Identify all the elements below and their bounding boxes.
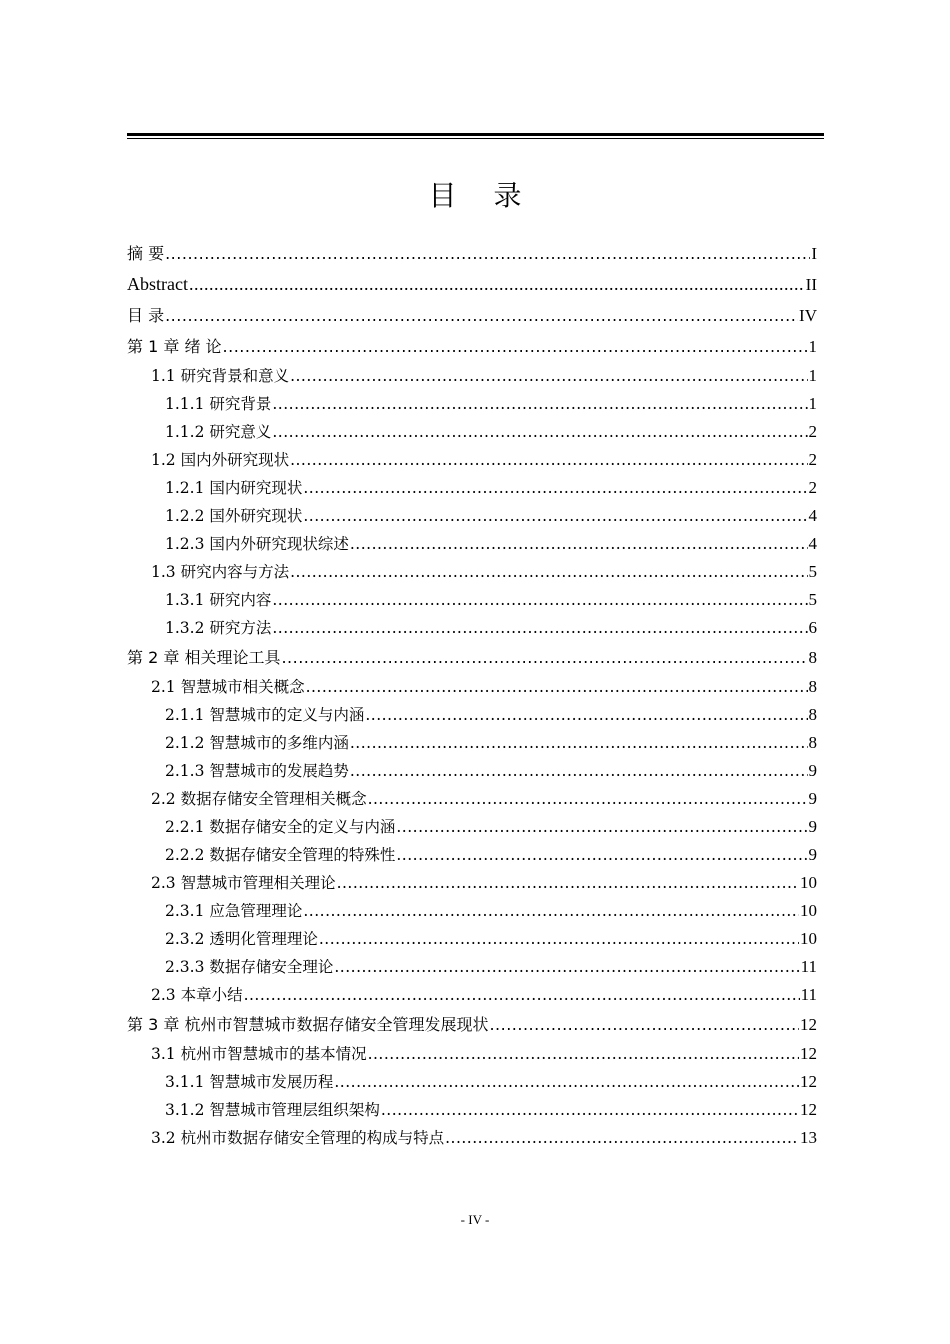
toc-entry-page: 1 [808, 337, 817, 356]
toc-entry-label: Abstract [127, 274, 188, 294]
toc-entry-label: 1.1.1 研究背景 [165, 395, 272, 413]
toc-entry[interactable] [127, 390, 817, 418]
toc-entry[interactable] [127, 269, 817, 300]
toc-entry-page: 8 [808, 677, 817, 696]
toc-entry[interactable] [127, 1096, 817, 1124]
toc-entry-label: 2.2 数据存储安全管理相关概念 [151, 790, 367, 808]
toc-entry[interactable] [127, 701, 817, 729]
page-number-footer: - IV - [460, 1212, 490, 1227]
toc-entry-page: 2 [808, 422, 817, 441]
toc-entry-page: 4 [808, 506, 817, 525]
toc-entry-label: 1.3.1 研究内容 [165, 591, 272, 609]
toc-entry-page: 10 [800, 873, 817, 892]
header-rule-thin [127, 138, 824, 139]
toc-entry-page: IV [799, 306, 817, 325]
toc-entry-page: 6 [808, 618, 817, 637]
toc-entry[interactable] [127, 813, 817, 841]
table-of-contents [127, 238, 817, 1152]
toc-entry[interactable] [127, 474, 817, 502]
toc-dot-leader [272, 390, 807, 418]
toc-entry[interactable] [127, 1124, 817, 1152]
toc-entry-page: 13 [800, 1128, 817, 1147]
toc-entry-label: 2.3 智慧城市管理相关理论 [151, 874, 336, 892]
toc-dot-leader [489, 1009, 799, 1040]
toc-entry-label: 2.2.1 数据存储安全的定义与内涵 [165, 818, 396, 836]
toc-entry[interactable] [127, 331, 817, 362]
toc-entry-label: 目 录 [127, 306, 165, 325]
toc-entry-page: 11 [800, 985, 817, 1004]
toc-entry-label: 摘 要 [127, 244, 165, 263]
toc-entry-label: 1.3 研究内容与方法 [151, 563, 290, 581]
toc-entry[interactable] [127, 642, 817, 673]
toc-dot-leader [290, 362, 807, 390]
toc-entry-page: 12 [800, 1044, 817, 1063]
toc-entry-label: 2.1.1 智慧城市的定义与内涵 [165, 706, 365, 724]
toc-entry[interactable] [127, 586, 817, 614]
toc-entry[interactable] [127, 757, 817, 785]
toc-entry-label: 1.2.2 国外研究现状 [165, 507, 303, 525]
toc-dot-leader [445, 1124, 799, 1152]
toc-entry-page: 9 [808, 761, 817, 780]
toc-dot-leader [244, 981, 800, 1009]
toc-entry-page: 4 [808, 534, 817, 553]
toc-entry-label: 2.3 本章小结 [151, 986, 243, 1004]
toc-entry[interactable] [127, 238, 817, 269]
toc-entry-page: 5 [808, 562, 817, 581]
toc-entry-label: 1.2 国内外研究现状 [151, 451, 290, 469]
toc-entry-page: II [805, 275, 817, 294]
toc-dot-leader [272, 586, 807, 614]
toc-entry-label: 3.1 杭州市智慧城市的基本情况 [151, 1045, 367, 1063]
toc-entry-page: 11 [800, 957, 817, 976]
toc-entry-page: I [811, 244, 817, 263]
toc-entry-page: 10 [800, 929, 817, 948]
toc-dot-leader [303, 502, 807, 530]
toc-entry[interactable] [127, 729, 817, 757]
toc-entry-label: 1.2.1 国内研究现状 [165, 479, 303, 497]
toc-dot-leader [272, 418, 807, 446]
toc-entry-page: 2 [808, 478, 817, 497]
toc-entry[interactable] [127, 362, 817, 390]
toc-entry[interactable] [127, 673, 817, 701]
toc-entry[interactable] [127, 953, 817, 981]
toc-entry-page: 12 [800, 1015, 817, 1034]
toc-entry-page: 9 [808, 817, 817, 836]
toc-dot-leader [290, 558, 807, 586]
toc-entry-page: 12 [800, 1072, 817, 1091]
toc-dot-leader [365, 701, 807, 729]
toc-entry-label: 3.1.1 智慧城市发展历程 [165, 1073, 334, 1091]
toc-dot-leader [303, 897, 799, 925]
toc-entry[interactable] [127, 1009, 817, 1040]
toc-entry-page: 9 [808, 789, 817, 808]
toc-dot-leader [272, 614, 807, 642]
toc-dot-leader [306, 673, 808, 701]
toc-dot-leader [368, 785, 808, 813]
toc-dot-leader [334, 1068, 799, 1096]
toc-entry[interactable] [127, 558, 817, 586]
toc-entry-label: 2.3.1 应急管理理论 [165, 902, 303, 920]
toc-dot-leader [350, 757, 808, 785]
toc-entry[interactable] [127, 1068, 817, 1096]
toc-entry-page: 8 [808, 733, 817, 752]
toc-dot-leader [396, 841, 807, 869]
toc-entry[interactable] [127, 981, 817, 1009]
toc-entry-page: 12 [800, 1100, 817, 1119]
toc-entry[interactable] [127, 925, 817, 953]
toc-entry[interactable] [127, 785, 817, 813]
toc-entry-page: 5 [808, 590, 817, 609]
toc-entry-label: 1.1 研究背景和意义 [151, 367, 290, 385]
toc-dot-leader [350, 729, 808, 757]
toc-entry[interactable] [127, 841, 817, 869]
toc-entry-page: 1 [808, 366, 817, 385]
toc-entry-label: 第 3 章 杭州市智慧城市数据存储安全管理发展现状 [127, 1015, 489, 1034]
toc-dot-leader [368, 1040, 799, 1068]
toc-entry[interactable] [127, 446, 817, 474]
toc-dot-leader [303, 474, 807, 502]
toc-entry-label: 第 2 章 相关理论工具 [127, 648, 281, 667]
header-rule-thick [127, 133, 824, 136]
toc-dot-leader [334, 953, 799, 981]
toc-dot-leader [281, 642, 807, 673]
toc-entry[interactable] [127, 614, 817, 642]
toc-entry-label: 2.2.2 数据存储安全管理的特殊性 [165, 846, 396, 864]
toc-entry[interactable] [127, 530, 817, 558]
toc-dot-leader [290, 446, 807, 474]
toc-entry-page: 8 [808, 648, 817, 667]
toc-dot-leader [337, 869, 799, 897]
toc-entry-page: 10 [800, 901, 817, 920]
toc-dot-leader [396, 813, 807, 841]
toc-entry-label: 3.2 杭州市数据存储安全管理的构成与特点 [151, 1129, 445, 1147]
toc-dot-leader [165, 300, 798, 331]
toc-entry[interactable] [127, 897, 817, 925]
toc-entry-page: 1 [808, 394, 817, 413]
toc-dot-leader [319, 925, 799, 953]
toc-entry-label: 2.1 智慧城市相关概念 [151, 678, 305, 696]
toc-entry-label: 第 1 章 绪 论 [127, 337, 222, 356]
toc-entry[interactable] [127, 502, 817, 530]
toc-entry-label: 2.1.2 智慧城市的多维内涵 [165, 734, 349, 752]
toc-entry-label: 2.1.3 智慧城市的发展趋势 [165, 762, 349, 780]
toc-entry[interactable] [127, 869, 817, 897]
toc-dot-leader [350, 530, 808, 558]
toc-entry-page: 2 [808, 450, 817, 469]
toc-entry-page: 8 [808, 705, 817, 724]
toc-entry-label: 1.2.3 国内外研究现状综述 [165, 535, 349, 553]
toc-entry-label: 1.1.2 研究意义 [165, 423, 272, 441]
toc-entry-label: 1.3.2 研究方法 [165, 619, 272, 637]
toc-entry[interactable] [127, 418, 817, 446]
toc-entry[interactable] [127, 300, 817, 331]
toc-dot-leader [381, 1096, 799, 1124]
toc-dot-leader [223, 331, 808, 362]
toc-entry-label: 3.1.2 智慧城市管理层组织架构 [165, 1101, 380, 1119]
toc-dot-leader [189, 269, 805, 300]
toc-dot-leader [165, 238, 810, 269]
toc-entry[interactable] [127, 1040, 817, 1068]
toc-entry-page: 9 [808, 845, 817, 864]
toc-entry-label: 2.3.2 透明化管理理论 [165, 930, 318, 948]
toc-entry-label: 2.3.3 数据存储安全理论 [165, 958, 334, 976]
page-title: 目 录 [428, 179, 536, 212]
